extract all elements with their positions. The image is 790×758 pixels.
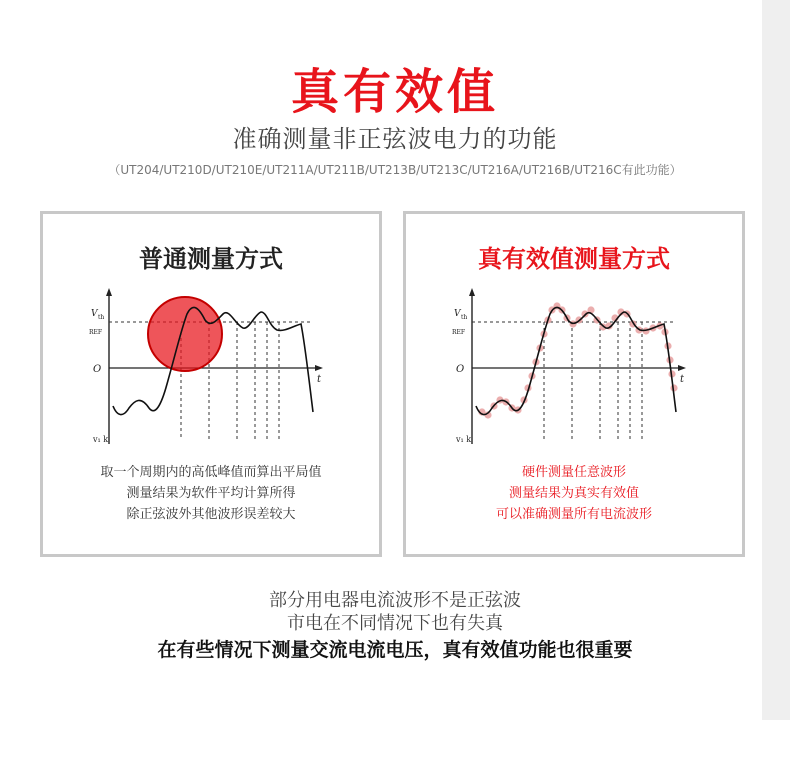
page-title: 真有效值 — [290, 64, 499, 120]
description-line: 测量结果为真实有效值 — [508, 486, 639, 501]
true-rms-waveform-graph — [446, 284, 686, 454]
v-label: V — [454, 309, 461, 319]
t-label: t — [317, 374, 322, 385]
bottom-label: v₁ k — [93, 435, 109, 444]
true-rms-measurement-panel — [403, 211, 745, 557]
normal-waveform-graph — [83, 284, 323, 454]
normal-measurement-panel — [40, 211, 382, 557]
ref-label: REF — [89, 329, 103, 336]
panel-heading: 真有效值测量方式 — [478, 245, 670, 273]
sample-dots — [478, 302, 677, 418]
ref-label: REF — [452, 329, 466, 336]
sample-lines — [544, 322, 642, 439]
description-line: 可以准确测量所有电流波形 — [495, 507, 652, 522]
supported-models: （UT204/UT210D/UT210E/UT211A/UT211B/UT213B/UT213C/UT216A/UT216B/UT216C有此功能） — [108, 163, 682, 177]
page-subtitle: 准确测量非正弦波电力的功能 — [232, 125, 558, 153]
origin-label: O — [456, 364, 465, 375]
description-line: 取一个周期内的高低峰值而算出平局值 — [100, 465, 322, 480]
v-sub-label: th — [461, 314, 468, 321]
t-label: t — [680, 374, 685, 385]
description-line: 测量结果为软件平均计算所得 — [126, 486, 296, 501]
panel-description — [43, 462, 379, 525]
x-axis-arrow — [315, 365, 323, 371]
footer-emphasis-line: 在有些情况下测量交流电流电压，真有效值功能也很重要 — [157, 639, 633, 661]
x-axis-arrow — [678, 365, 686, 371]
footer-line-2: 市电在不同情况下也有失真 — [287, 613, 503, 634]
panel-description — [406, 462, 742, 525]
bottom-label: v₁ k — [456, 435, 472, 444]
v-label: V — [91, 309, 98, 319]
panel-heading: 普通测量方式 — [139, 245, 283, 273]
description-line: 除正弦波外其他波形误差较大 — [126, 507, 296, 522]
y-axis-arrow — [469, 288, 475, 296]
peak-highlight-circle — [148, 297, 222, 371]
footer-line-1: 部分用电器电流波形不是正弦波 — [269, 590, 521, 611]
v-sub-label: th — [98, 314, 105, 321]
waveform-curve — [113, 307, 313, 414]
description-line: 硬件测量任意波形 — [521, 465, 626, 480]
origin-label: O — [93, 364, 102, 375]
y-axis-arrow — [106, 288, 112, 296]
